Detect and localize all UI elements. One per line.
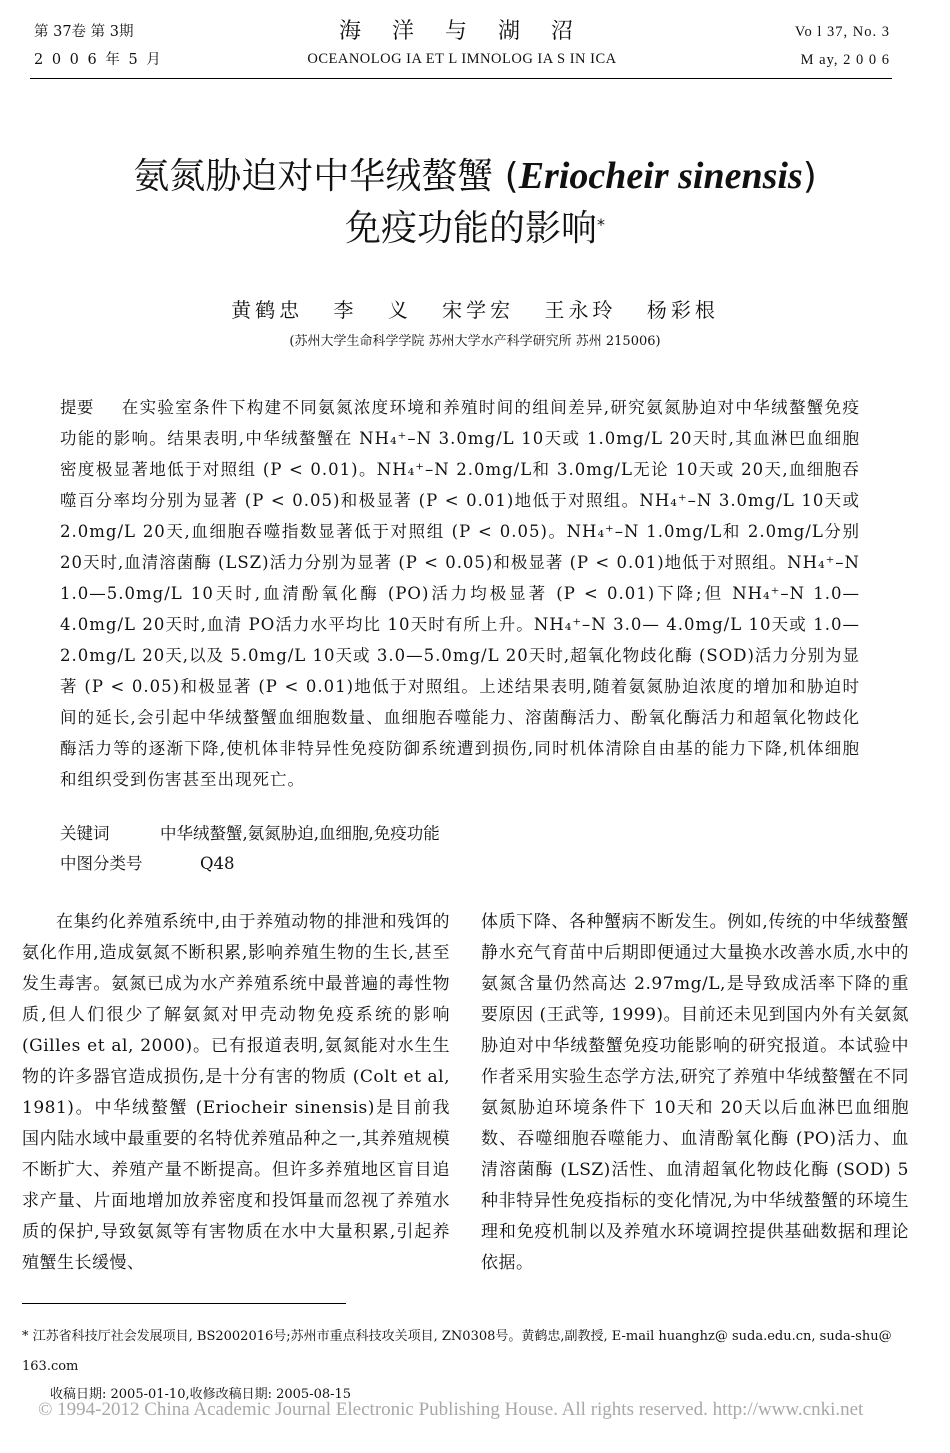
title-suffix: ) — [802, 156, 817, 197]
title-line-1 — [0, 150, 950, 203]
title-species: Eriocheir sinensis — [518, 155, 803, 197]
authors: 黄鹤忠 李 义 宋学宏 王永玲 杨彩根 — [231, 298, 719, 322]
copyright-watermark: © 1994-2012 China Academic Journal Electronic Publishing House. All rights reserved. http://www.cnki.net — [38, 1399, 864, 1420]
classification-label: 中图分类号 — [60, 854, 143, 873]
keywords-text: 中华绒螯蟹,氨氮胁迫,血细胞,免疫功能 — [160, 824, 440, 843]
title-footnote-mark: * — [597, 215, 605, 234]
journal-name-cn: 海 洋 与 湖 沼 — [339, 19, 585, 44]
journal-name-en: OCEANOLOG IA ET L IMNOLOG IA S IN ICA — [307, 51, 617, 67]
abstract-label: 提要 — [60, 398, 94, 417]
running-header — [34, 18, 890, 74]
body-column-left: 在集约化养殖系统中,由于养殖动物的排泄和残饵的氨化作用,造成氨氮不断积累,影响养殖生物的生长,甚至发生毒害。氨氮已成为水产养殖系统中最普遍的毒性物质,但人们很少了解氨氮对甲壳动物免疫系统的影响 (Gilles et al, 2000)。已有报道表明,氨氮能对水生生物的许多器官造成损伤,是十分有害的物质 (Colt et al, 1981)。中华绒螯蟹 (Eriocheir sinensis)是目前我国内陆水域中最重要的名特优养殖品种之一,其养殖规模不断扩大、养殖产量不断提高。但许多养殖地区盲目追求产量、片面地增加放养密度和投饵量而忽视了养殖水质的保护,导致氨氮等有害物质在水中大量积累,引起养殖蟹生长缓慢、 — [22, 912, 450, 1273]
body-column-right: 体质下降、各种蟹病不断发生。例如,传统的中华绒螯蟹静水充气育苗中后期即便通过大量换水改善水质,水中的氨氮含量仍然高达 2.97mg/L,是导致成活率下降的重要原因 (王武等, 1999)。目前还未见到国内外有关氨氮胁迫对中华绒螯蟹免疫功能影响的研究报道。本试验中作者采用实验生态学方法,研究了养殖中华绒螯蟹在不同氨氮胁迫环境条件下 10天和 20天以后血淋巴血细胞数、吞噬细胞吞噬能力、血清酚氧化酶 (PO)活力、血清溶菌酶 (LSZ)活性、血清超氧化物歧化酶 (SOD) 5种非特异性免疫指标的变化情况,为中华绒螯蟹的环境生理和免疫机制以及养殖水环境调控提供基础数据和理论依据。 — [481, 912, 909, 1273]
keywords-label: 关键词 — [60, 824, 110, 843]
received-dates: 收稿日期: 2005-01-10,收修改稿日期: 2005-08-15 — [50, 1387, 352, 1402]
abstract — [60, 392, 860, 795]
date-cn: 2 0 0 6 年 5 月 — [34, 52, 163, 68]
title-line-2 — [0, 203, 950, 255]
volume-cn: 第 37卷 第 3期 — [34, 24, 134, 40]
abstract-text: 在实验室条件下构建不同氨氮浓度环境和养殖时间的组间差异,研究氨氮胁迫对中华绒螯蟹免疫功能的影响。结果表明,中华绒螯蟹在 NH₄⁺–N 3.0mg/L 10天或 1.0mg/L 20天时,其血淋巴血细胞密度极显著地低于对照组 (P < 0.01)。NH₄⁺–N 2.0mg/L和 3.0mg/L无论 10天或 20天,血细胞吞噬百分率均分别为显著 (P < 0.05)和极显著 (P < 0.01)地低于对照组。NH₄⁺–N 3.0mg/L 10天或 2.0mg/L 20天,血细胞吞噬指数显著低于对照组 (P < 0.05)。NH₄⁺–N 1.0mg/L和 2.0mg/L分别 20天时,血清溶菌酶 (LSZ)活力分别为显著 (P < 0.05)和极显著 (P < 0.01)地低于对照组。NH₄⁺–N 1.0—5.0mg/L 10天时,血清酚氧化酶 (PO)活力均极显著 (P < 0.01)下降;但 NH₄⁺–N 1.0— 4.0mg/L 20天时,血清 PO活力水平均比 10天时有所上升。NH₄⁺–N 3.0— 4.0mg/L 10天或 1.0—2.0mg/L 20天,以及 5.0mg/L 10天或 3.0—5.0mg/L 20天时,超氧化物歧化酶 (SOD)活力分别为显著 (P < 0.05)和极显著 (P < 0.01)地低于对照组。上述结果表明,随着氨氮胁迫浓度的增加和胁迫时间的延长,会引起中华绒螯蟹血细胞数量、血细胞吞噬能力、溶菌酶活力、酚氧化酶活力和超氧化物歧化酶活力等的逐渐下降,使机体非特异性免疫防御系统遭到损伤,同时机体清除自由基的能力下降,机体细胞和组织受到伤害甚至出现死亡。 — [60, 398, 861, 789]
date-en: M ay, 2 0 0 6 — [800, 52, 890, 68]
keywords — [60, 820, 440, 844]
affiliation: (苏州大学生命科学学院 苏州大学水产科学研究所 苏州 215006) — [289, 334, 661, 349]
header-right — [795, 18, 890, 74]
footnote-rule — [22, 1303, 346, 1304]
header-rule — [30, 78, 892, 79]
classification — [60, 850, 235, 874]
article-title — [0, 150, 950, 255]
title-prefix: 氨氮胁迫对中华绒螯蟹 ( — [133, 156, 519, 197]
classification-text: Q48 — [200, 854, 235, 873]
volume-en: Vo l 37, No. 3 — [794, 24, 890, 40]
header-center — [34, 18, 890, 72]
footnote: * 江苏省科技厅社会发展项目, BS2002016号;苏州市重点科技攻关项目, ZN0308号。黄鹤忠,副教授, E-mail huanghz@ suda.edu.cn, suda-shu@ 163.com — [22, 1329, 892, 1374]
title-line2-text: 免疫功能的影响 — [344, 208, 597, 249]
